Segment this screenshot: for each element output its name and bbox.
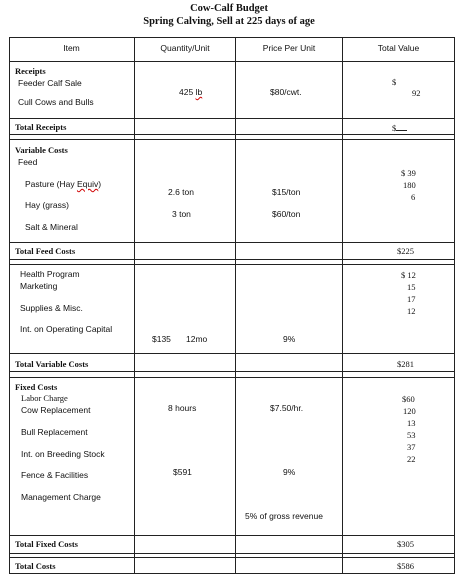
total-receipts-value [392,122,407,133]
qty-hay: 3 ton [172,209,191,219]
title-line-2: Spring Calving, Sell at 225 days of age [143,16,315,27]
qty-pasture: 2.6 ton [168,187,194,197]
qty-breeding-stock: $591 [173,467,192,477]
qty-feeder-calf [179,87,202,97]
total-feed-label: Total Feed Costs [15,246,76,256]
row-divider [9,353,455,354]
column-border [134,37,135,574]
pasture-equiv: Equiv [76,179,99,189]
qty-feeder-calf-amount: 425 [179,87,194,97]
price-hay: $60/ton [272,209,301,219]
column-border [9,37,10,574]
value-breeding-stock: 53 [407,430,416,440]
value-supplies: 17 [407,294,416,304]
title-line-1: Cow-Calf Budget [190,3,268,14]
section-receipts: Receipts [15,66,46,76]
header-item: Item [63,43,80,53]
total-variable-value: $281 [397,359,414,369]
value-pasture: $ 39 [401,168,416,178]
dollar-sign: $ [392,77,397,87]
column-border [235,37,236,574]
item-management-charge: Management Charge [21,492,101,502]
row-divider [9,264,455,265]
total-costs-value: $586 [397,561,414,571]
column-border [454,37,455,574]
document-title [0,2,458,28]
qty-operating-term: 12mo [186,334,208,344]
item-int-breeding-stock: Int. on Breeding Stock [21,449,105,459]
table-border-top [9,37,455,38]
row-divider [9,553,455,554]
total-variable-label: Total Variable Costs [15,359,89,369]
item-feed: Feed [18,157,38,167]
value-management: 22 [407,454,416,464]
row-divider [9,259,455,260]
price-pasture: $15/ton [272,187,301,197]
pasture-label: Pasture (Hay [25,179,77,189]
item-health-program: Health Program [20,269,80,279]
row-divider [9,118,455,119]
qty-labor: 8 hours [168,403,197,413]
value-labor: $60 [402,394,415,404]
total-feed-value: $225 [397,246,414,256]
value-fence: 37 [407,442,416,452]
item-salt-mineral: Salt & Mineral [25,222,78,232]
item-marketing: Marketing [20,281,58,291]
item-bull-replacement: Bull Replacement [21,427,88,437]
value-health: $ 12 [401,270,416,280]
section-fixed-costs: Fixed Costs [15,382,58,392]
header-quantity: Quantity/Unit [160,43,210,53]
row-divider [9,242,455,243]
blank-line [396,122,407,131]
header-price: Price Per Unit [262,43,316,53]
item-pasture [25,179,101,189]
qty-operating-amount: $135 [152,334,171,344]
item-int-operating-capital: Int. on Operating Capital [20,324,113,334]
item-feeder-calf-sale: Feeder Calf Sale [18,78,82,88]
price-feeder-calf: $80/cwt. [270,87,302,97]
price-labor: $7.50/hr. [270,403,304,413]
value-bull-replacement: 13 [407,418,416,428]
header-total: Total Value [377,43,420,53]
item-cull-cows-bulls: Cull Cows and Bulls [18,97,94,107]
row-divider [9,377,455,378]
value-hay: 180 [403,180,416,190]
value-interest: 12 [407,306,416,316]
value-marketing: 15 [407,282,416,292]
pasture-paren: ) [98,179,102,189]
total-costs-label: Total Costs [15,561,56,571]
value-feeder-calf: 92 [412,88,421,98]
row-divider [9,134,455,135]
item-fence-facilities: Fence & Facilities [21,470,89,480]
header-divider [9,61,455,62]
row-divider [9,371,455,372]
value-salt: 6 [411,192,416,202]
section-variable-costs: Variable Costs [15,145,68,155]
item-hay-grass: Hay (grass) [25,200,69,210]
price-breeding-stock: 9% [283,467,296,477]
dollar-sign: $ [392,123,397,133]
price-operating: 9% [283,334,296,344]
budget-table [9,37,455,574]
total-fixed-value: $305 [397,539,414,549]
item-cow-replacement: Cow Replacement [21,405,91,415]
row-divider [9,139,455,140]
item-supplies-misc: Supplies & Misc. [20,303,83,313]
value-feeder-calf-symbol [392,77,407,87]
qty-feeder-calf-unit: lb [195,87,203,97]
row-divider [9,535,455,536]
value-cow-replacement: 120 [403,406,416,416]
total-fixed-label: Total Fixed Costs [15,539,78,549]
column-border [342,37,343,574]
row-divider [9,557,455,558]
total-receipts-label: Total Receipts [15,122,67,132]
price-management: 5% of gross revenue [245,511,323,521]
item-labor-charge: Labor Charge [21,393,68,403]
